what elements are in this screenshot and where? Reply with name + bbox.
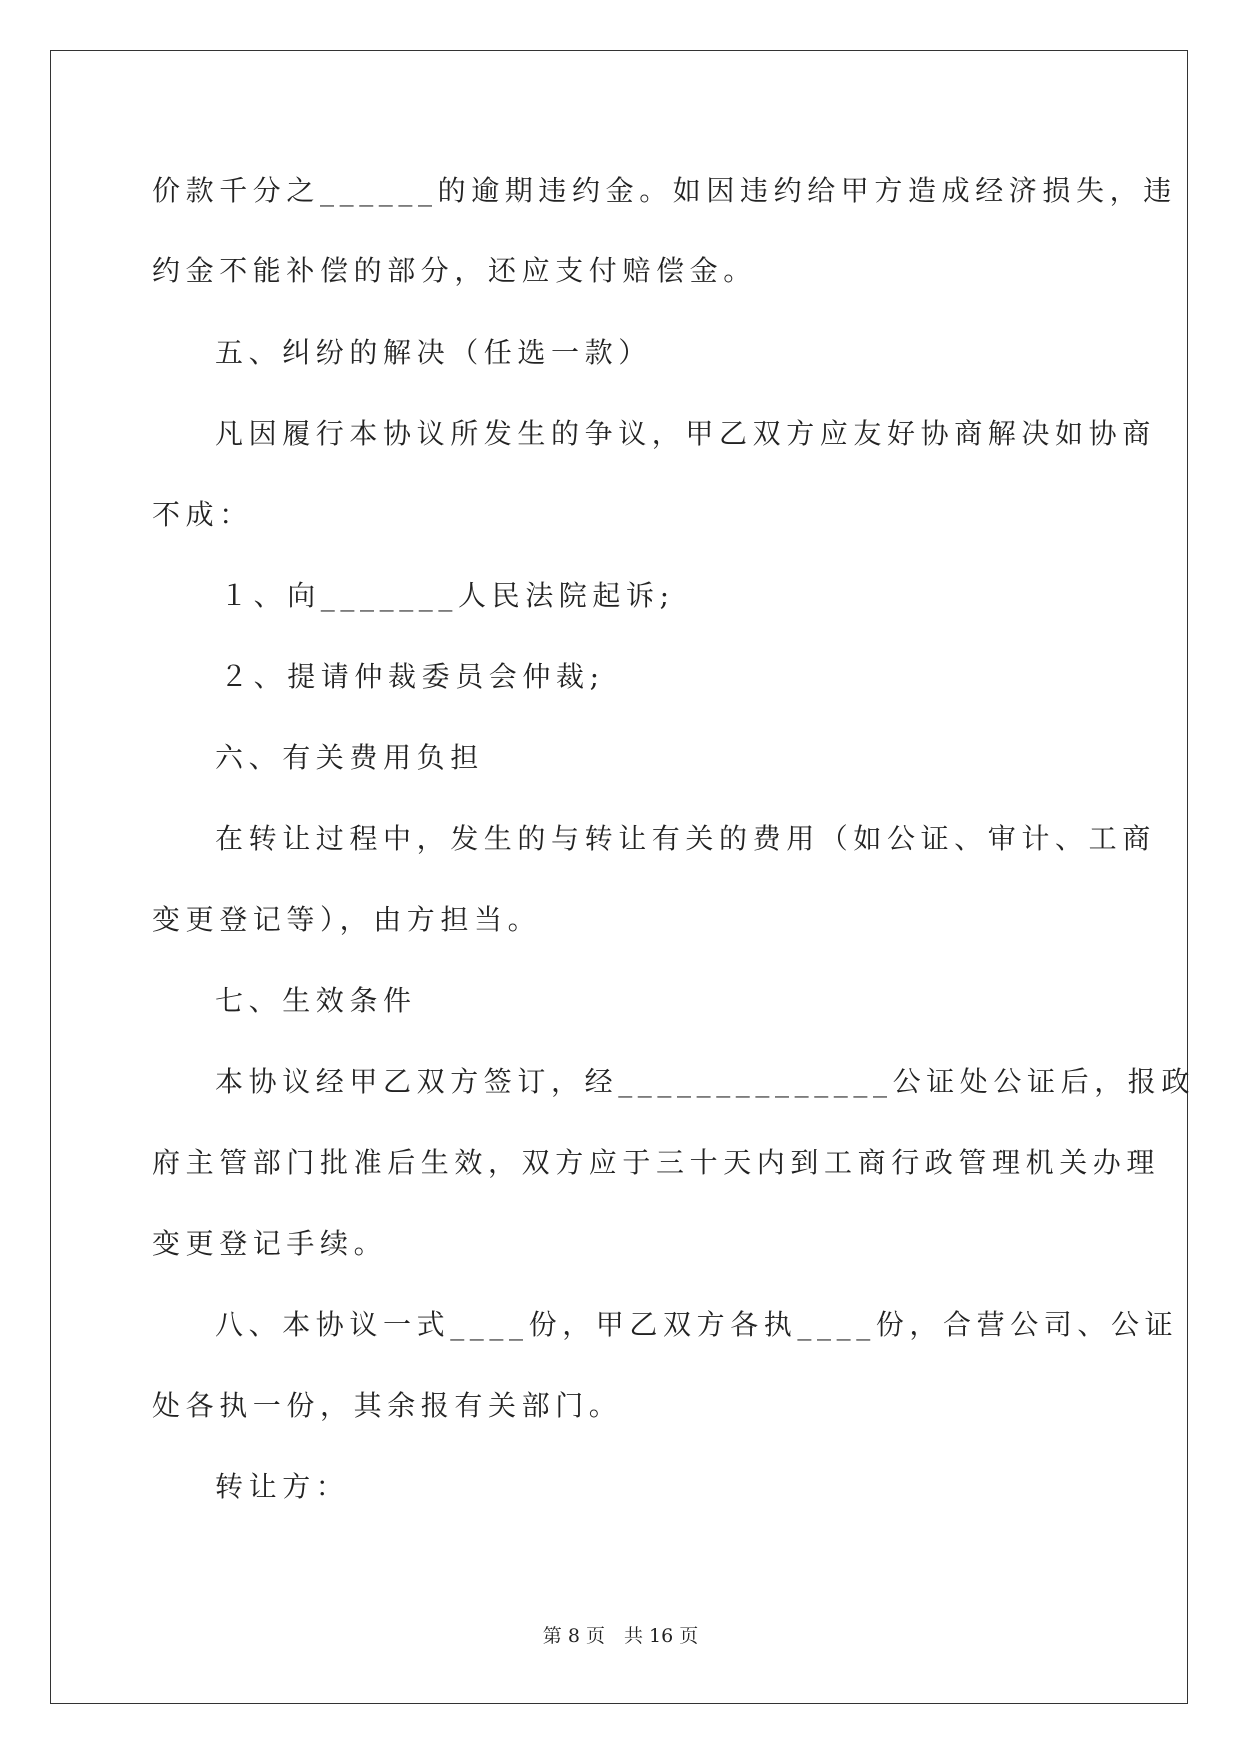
paragraph-line: 凡因履行本协议所发生的争议，甲乙双方应友好协商解决如协商 <box>215 417 1156 450</box>
signature-label: 转让方： <box>215 1470 350 1503</box>
paragraph-line: 不成： <box>152 498 253 531</box>
paragraph-line: 在转让过程中，发生的与转让有关的费用（如公证、审计、工商 <box>215 822 1156 855</box>
paragraph-line: 价款千分之______的逾期违约金。如因违约给甲方造成经济损失，违 <box>152 174 1177 207</box>
paragraph-line: 府主管部门批准后生效，双方应于三十天内到工商行政管理机关办理 <box>152 1146 1161 1179</box>
paragraph-line: 约金不能补偿的部分，还应支付赔偿金。 <box>152 254 757 287</box>
page-number-footer: 第 8 页 共 16 页 <box>542 1625 699 1647</box>
section-heading: 五、纠纷的解决（任选一款） <box>215 336 652 369</box>
paragraph-line: 八、本协议一式____份，甲乙双方各执____份，合营公司、公证 <box>215 1308 1179 1341</box>
list-item: ２、提请仲裁委员会仲裁; <box>220 660 605 693</box>
paragraph-line: 变更登记等），由方担当。 <box>152 903 542 936</box>
paragraph-line: 处各执一份，其余报有关部门。 <box>152 1389 623 1422</box>
paragraph-line: 变更登记手续。 <box>152 1227 388 1260</box>
list-item: １、向_______人民法院起诉; <box>220 579 675 612</box>
page-border <box>50 50 1188 1704</box>
section-heading: 七、生效条件 <box>215 984 417 1017</box>
paragraph-line: 本协议经甲乙双方签订，经______________公证处公证后，报政 <box>215 1065 1196 1098</box>
section-heading: 六、有关费用负担 <box>215 741 484 774</box>
